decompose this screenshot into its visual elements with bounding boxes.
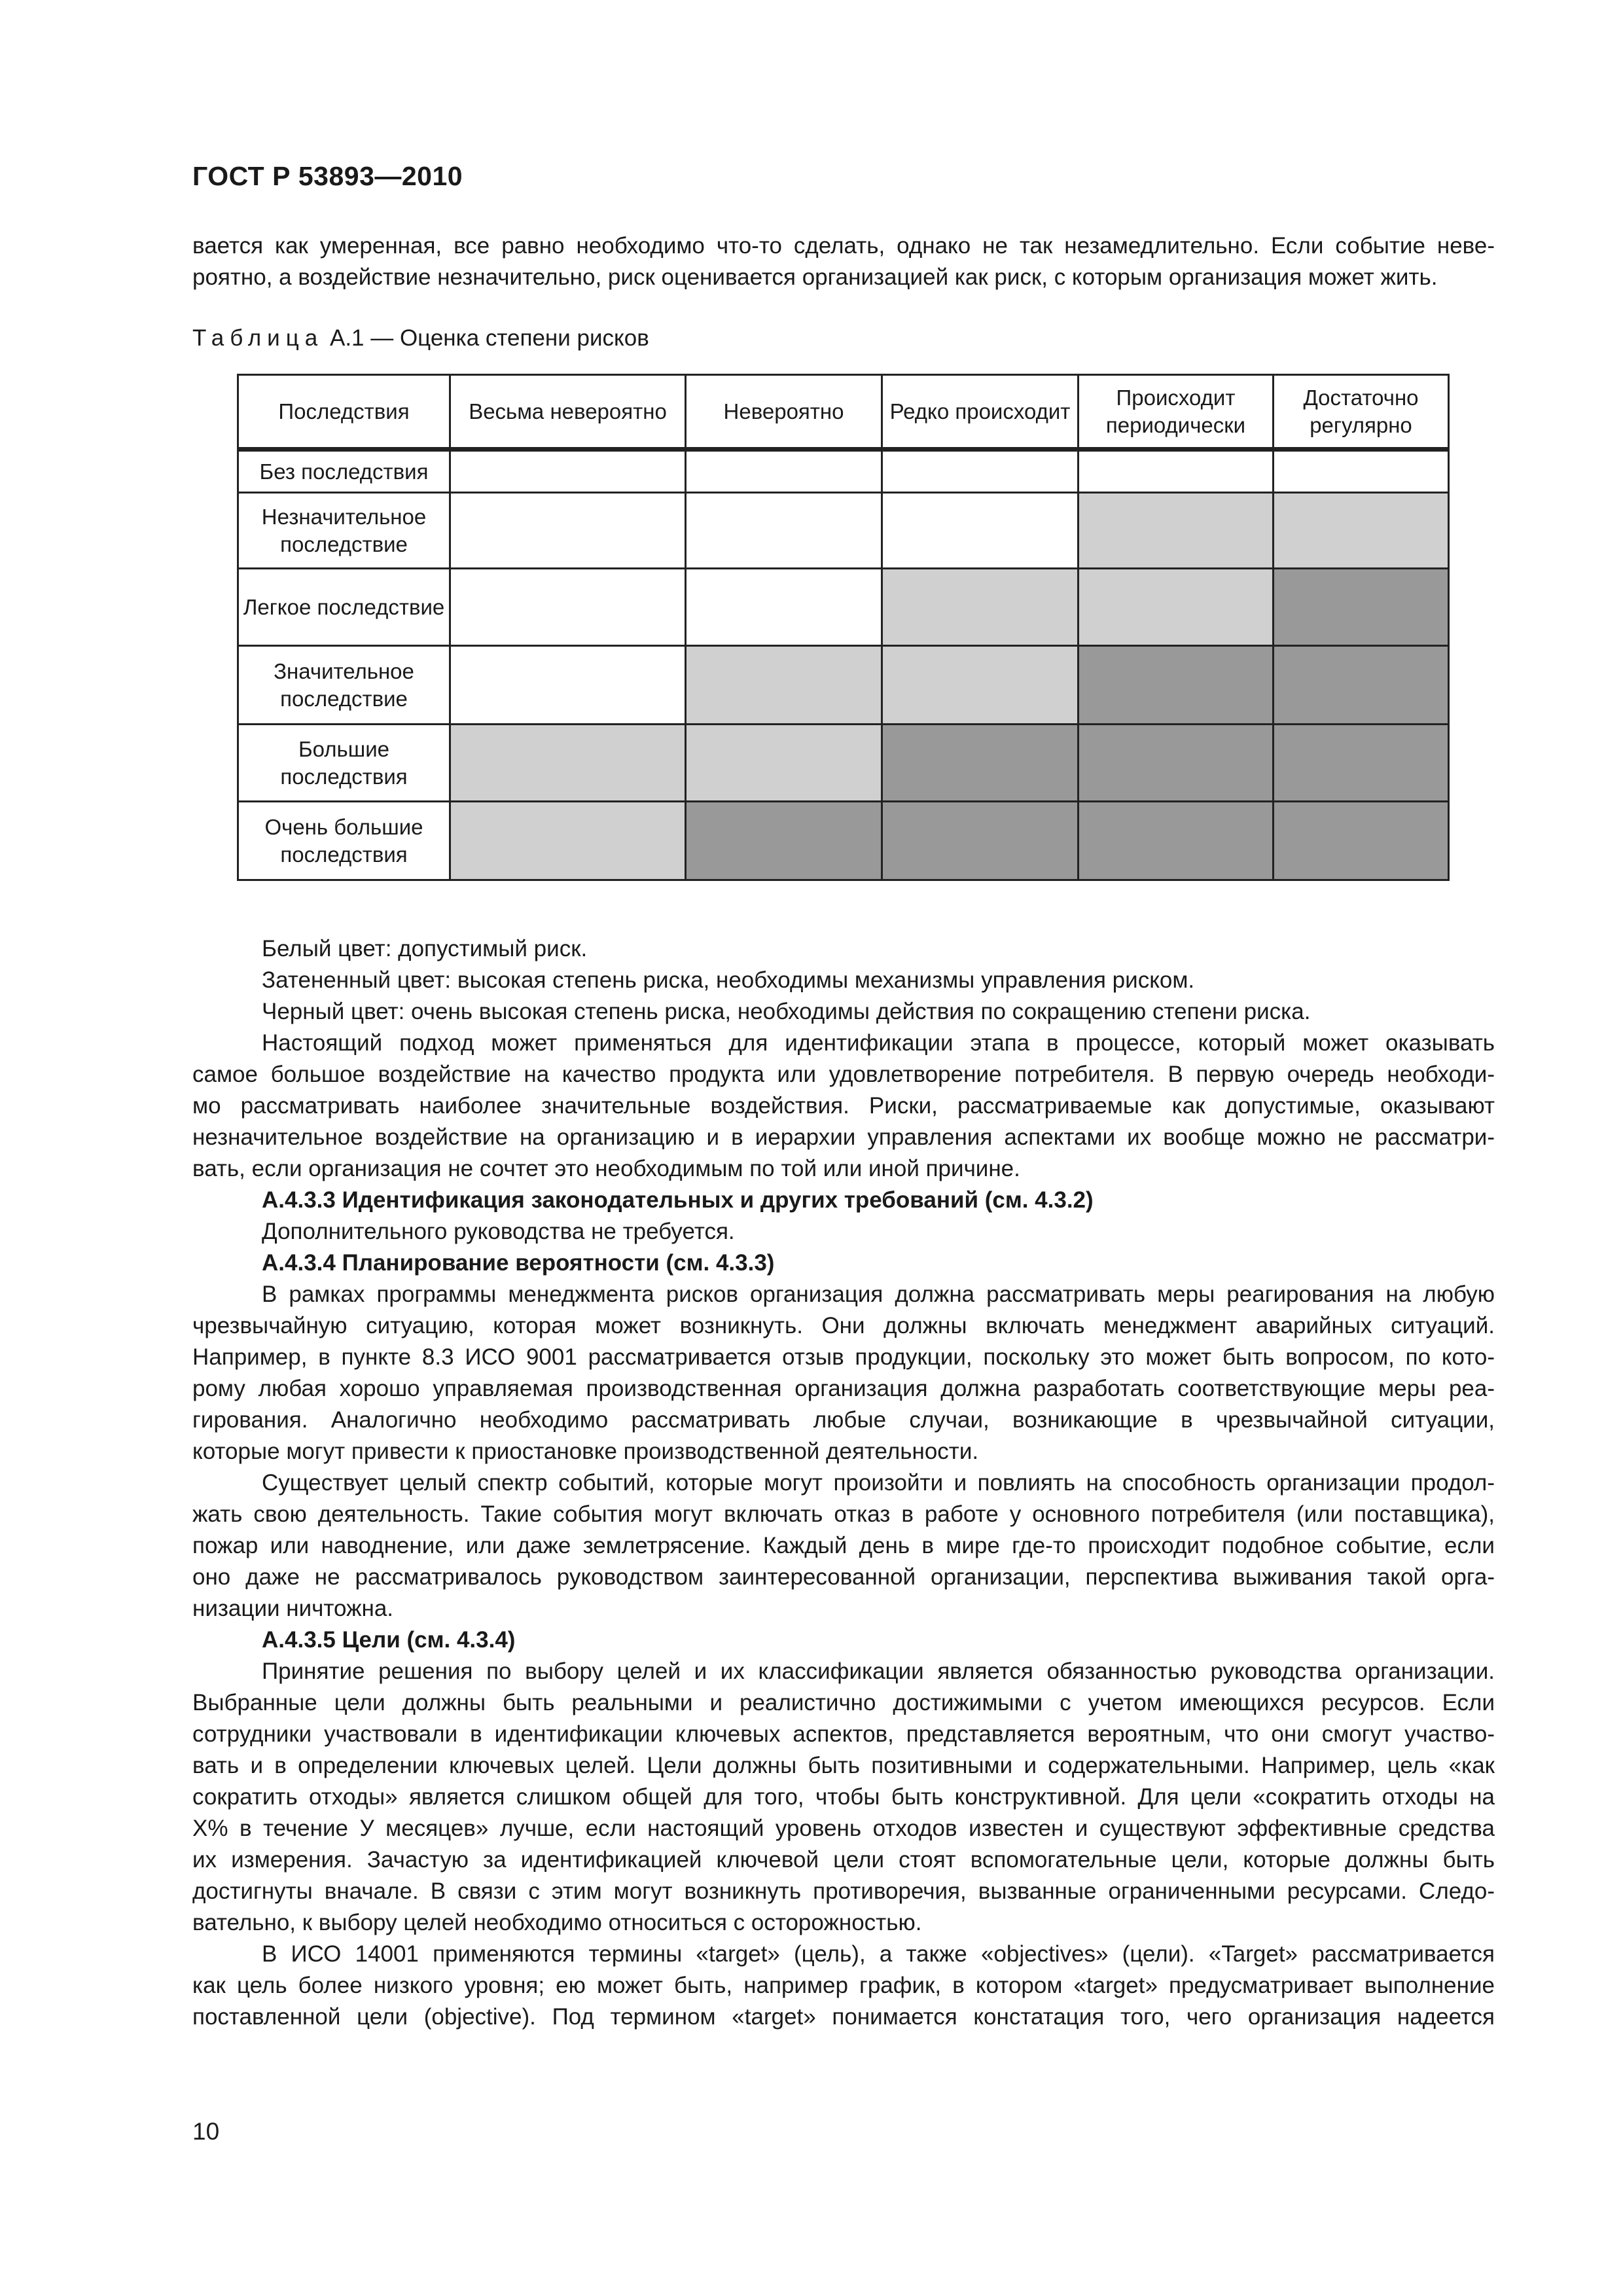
text-line: самое большое воздействие на качество продукта или удовлетворение потребителя. В первую очередь необходи- <box>192 1062 1495 1087</box>
risk-cell <box>1079 725 1274 802</box>
text-line: Выбранные цели должны быть реальными и реалистично достижимыми с учетом имеющихся ресурсов. Если <box>192 1690 1495 1715</box>
risk-cell <box>1079 450 1274 493</box>
intro-paragraph <box>192 230 1495 293</box>
legend-line: Белый цвет: допустимый риск. <box>262 936 588 961</box>
section-heading-a435: А.4.3.5 Цели (см. 4.3.4) <box>262 1627 516 1653</box>
text-line: пожар или наводнение, или даже землетрясение. Каждый день в мире где-то происходит подобное событие, если <box>192 1533 1495 1558</box>
risk-cell <box>882 802 1079 880</box>
text-line: Принятие решения по выбору целей и их классификации является обязанностью руководства организации. <box>262 1659 1495 1684</box>
text-line: В рамках программы менеджмента рисков организация должна рассматривать меры реагирования на любую <box>262 1282 1495 1307</box>
risk-cell <box>1079 493 1274 569</box>
risk-cell <box>686 569 882 646</box>
section-heading-a433: А.4.3.3 Идентификация законодательных и других требований (см. 4.3.2) <box>262 1187 1094 1213</box>
text-line: сотрудники участвовали в идентификации ключевых аспектов, представляется вероятным, что они смогут участво- <box>192 1721 1495 1747</box>
row-label: Очень большие последствия <box>238 802 450 880</box>
table-caption <box>192 325 649 351</box>
text-line: вательно, к выбору целей необходимо относиться с осторожностью. <box>192 1910 922 1935</box>
text-line: вается как умеренная, все равно необходимо что-то сделать, однако не так незамедлительно. Если событие неве- <box>192 233 1495 259</box>
text-line: жать свою деятельность. Такие события могут включать отказ в работе у основного потребителя (или поставщика), <box>192 1501 1495 1527</box>
risk-cell <box>1079 569 1274 646</box>
risk-cell <box>686 725 882 802</box>
text-line: гирования. Аналогично необходимо рассматривать любые случаи, возникающие в чрезвычайной ситуации, <box>192 1407 1495 1433</box>
risk-cell <box>1274 725 1449 802</box>
risk-cell <box>686 802 882 880</box>
risk-cell <box>450 569 686 646</box>
column-header: Невероятно <box>686 375 882 450</box>
row-label: Значительное последствие <box>238 646 450 725</box>
text-line: как цель более низкого уровня; ею может быть, например график, в котором «target» предусматривает выполнение <box>192 1973 1495 1998</box>
risk-cell <box>882 725 1079 802</box>
risk-cell <box>686 493 882 569</box>
text-line: роятно, а воздействие незначительно, риск оценивается организацией как риск, с которым организация может жить. <box>192 264 1438 290</box>
text-line: В ИСО 14001 применяются термины «target» (цель), а также «objectives» (цели). «Target» рассматривается <box>262 1941 1495 1967</box>
risk-cell <box>1274 802 1449 880</box>
row-label: Легкое последствие <box>238 569 450 646</box>
text-line: сократить отходы» является слишком общей для того, чтобы быть конструктивной. Для цели «сократить отходы на <box>192 1784 1495 1810</box>
risk-cell <box>450 646 686 725</box>
risk-cell <box>882 569 1079 646</box>
row-label: Незначительное последствие <box>238 493 450 569</box>
document-header: ГОСТ Р 53893—2010 <box>192 161 463 191</box>
column-header: Последствия <box>238 375 450 450</box>
table-row <box>238 450 1449 493</box>
risk-cell <box>450 725 686 802</box>
risk-cell <box>1274 450 1449 493</box>
table-row <box>238 725 1449 802</box>
legend-line: Черный цвет: очень высокая степень риска, необходимы действия по сокращению степени риска. <box>262 999 1311 1024</box>
text-line: Дополнительного руководства не требуется. <box>262 1219 735 1244</box>
main-text <box>192 933 1495 2033</box>
table-header-row <box>238 375 1449 450</box>
text-line: чрезвычайную ситуацию, которая может возникнуть. Они должны включать менеджмент аварийных ситуаций. <box>192 1313 1495 1338</box>
row-label: Без последствия <box>238 450 450 493</box>
table-row <box>238 569 1449 646</box>
row-label: Большие последствия <box>238 725 450 802</box>
table-row <box>238 802 1449 880</box>
text-line: поставленной цели (objective). Под термином «target» понимается констатация того, чего организация надеется <box>192 2004 1495 2030</box>
risk-cell <box>686 450 882 493</box>
table-caption-text: А.1 — Оценка степени рисков <box>329 325 649 351</box>
risk-cell <box>1274 493 1449 569</box>
risk-assessment-table <box>237 374 1450 881</box>
column-header: Редко происходит <box>882 375 1079 450</box>
text-line: их измерения. Зачастую за идентификацией ключевой цели стоят вспомогательные цели, которые должны быть <box>192 1847 1495 1873</box>
text-line: Х% в течение У месяцев» лучше, если настоящий уровень отходов известен и существуют эффективные средства <box>192 1816 1495 1841</box>
table-row <box>238 493 1449 569</box>
column-header: Происходит периодически <box>1079 375 1274 450</box>
table-caption-prefix: Таблица <box>192 325 324 351</box>
text-line: вать, если организация не сочтет это необходимым по той или иной причине. <box>192 1156 1020 1181</box>
text-line: которые могут привести к приостановке производственной деятельности. <box>192 1439 979 1464</box>
risk-cell <box>450 450 686 493</box>
risk-cell <box>450 493 686 569</box>
text-line: мо рассматривать наиболее значительные воздействия. Риски, рассматриваемые как допустимые, оказывают <box>192 1093 1495 1119</box>
risk-cell <box>1274 569 1449 646</box>
table-row <box>238 646 1449 725</box>
text-line: рому любая хорошо управляемая производственная организация должна разработать соответствующие меры реа- <box>192 1376 1495 1401</box>
risk-cell <box>1079 646 1274 725</box>
column-header: Весьма невероятно <box>450 375 686 450</box>
risk-cell <box>686 646 882 725</box>
risk-cell <box>882 450 1079 493</box>
section-heading-a434: А.4.3.4 Планирование вероятности (см. 4.3.3) <box>262 1250 775 1276</box>
text-line: Например, в пункте 8.3 ИСО 9001 рассматривается отзыв продукции, поскольку это может быть вопросом, по кото- <box>192 1344 1495 1370</box>
risk-cell <box>882 493 1079 569</box>
risk-cell <box>450 802 686 880</box>
text-line: Существует целый спектр событий, которые могут произойти и повлиять на способность организации продол- <box>262 1470 1495 1496</box>
risk-cell <box>1079 802 1274 880</box>
risk-cell <box>882 646 1079 725</box>
text-line: Настоящий подход может применяться для идентификации этапа в процессе, который может оказывать <box>262 1030 1495 1056</box>
text-line: низации ничтожна. <box>192 1596 394 1621</box>
page-number: 10 <box>192 2118 220 2145</box>
text-line: оно даже не рассматривалось руководством заинтересованной организации, перспектива выживания такой орга- <box>192 1564 1495 1590</box>
text-line: вать и в определении ключевых целей. Цели должны быть позитивными и содержательными. Например, цель «как <box>192 1753 1495 1778</box>
text-line: достигнуты вначале. В связи с этим могут возникнуть противоречия, вызванные ограниченными ресурсами. Следо- <box>192 1878 1495 1904</box>
text-line: незначительное воздействие на организацию и в иерархии управления аспектами их вообще можно не рассматри- <box>192 1124 1495 1150</box>
column-header: Достаточно регулярно <box>1274 375 1449 450</box>
risk-cell <box>1274 646 1449 725</box>
legend-line: Затененный цвет: высокая степень риска, необходимы механизмы управления риском. <box>262 967 1195 993</box>
